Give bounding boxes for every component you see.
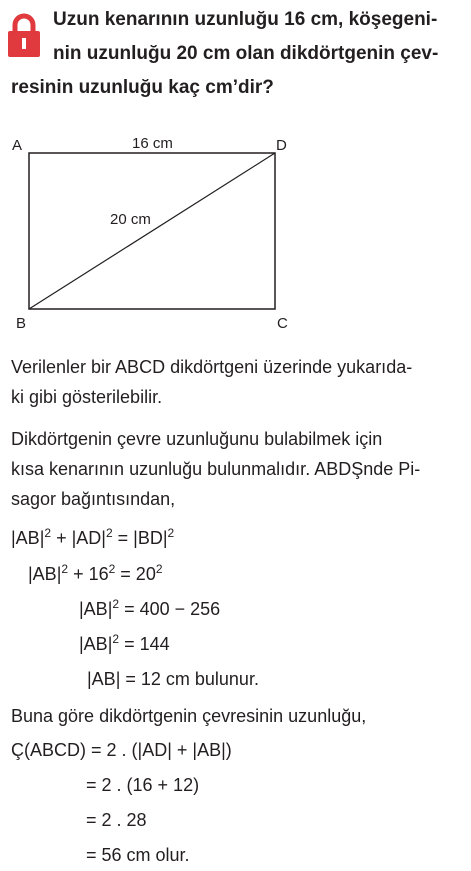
rectangle-figure <box>0 128 471 340</box>
question-block <box>0 6 471 106</box>
vertex-a-label: A <box>12 137 23 154</box>
paragraph-1-line-1: Verilenler bir ABCD dikdörtgeni üzerinde yukarıda- <box>11 357 413 377</box>
question-line-2: nin uzunluğu 20 cm olan dikdörtgenin çev- <box>53 43 439 64</box>
vertex-d-label: D <box>276 137 287 154</box>
question-line-3: resinin uzunluğu kaç cm’dir? <box>11 77 274 98</box>
paragraph-2-line-3: sagor bağıntısından, <box>11 489 176 509</box>
pythagoras-step-2: $|AB|^2 + 16^2 = 20^2$ <box>28 562 163 584</box>
paragraph-1-line-2: ki gibi gösterilebilir. <box>11 387 163 407</box>
perimeter-step-1: Ç(ABCD) = 2 . (|AD| + |AB|) <box>11 740 232 760</box>
perimeter-step-2: = 2 . (16 + 12) <box>86 775 200 795</box>
pythagoras-result: |AB| = 12 cm bulunur. <box>87 669 259 689</box>
pythagoras-step-1: $|AB|^2 + |AD|^2 = |BD|^2$ <box>11 526 175 548</box>
paragraph-2-line-2: kısa kenarının uzunluğu bulunmalıdır. ABDŞnde Pi- <box>11 459 421 479</box>
vertex-b-label: B <box>16 315 27 332</box>
lock-icon <box>6 12 42 58</box>
rectangle-diagram <box>0 128 471 340</box>
perimeter-step-4: = 56 cm olur. <box>86 845 190 865</box>
diagonal-bd <box>29 153 275 309</box>
top-side-label: 16 cm <box>132 135 173 152</box>
pythagoras-step-3: $|AB|^2 = 400 - 256$ <box>79 597 221 619</box>
paragraph-2-line-1: Dikdörtgenin çevre uzunluğunu bulabilmek için <box>11 429 383 449</box>
pythagoras-step-4: $|AB|^2 = 144$ <box>79 632 170 654</box>
vertex-c-label: C <box>277 315 288 332</box>
question-line-1: Uzun kenarının uzunluğu 16 cm, köşegeni- <box>53 9 438 30</box>
diagonal-label: 20 cm <box>110 211 151 228</box>
perimeter-step-3: = 2 . 28 <box>86 810 147 830</box>
conclusion-intro: Buna göre dikdörtgenin çevresinin uzunluğu, <box>11 706 367 726</box>
